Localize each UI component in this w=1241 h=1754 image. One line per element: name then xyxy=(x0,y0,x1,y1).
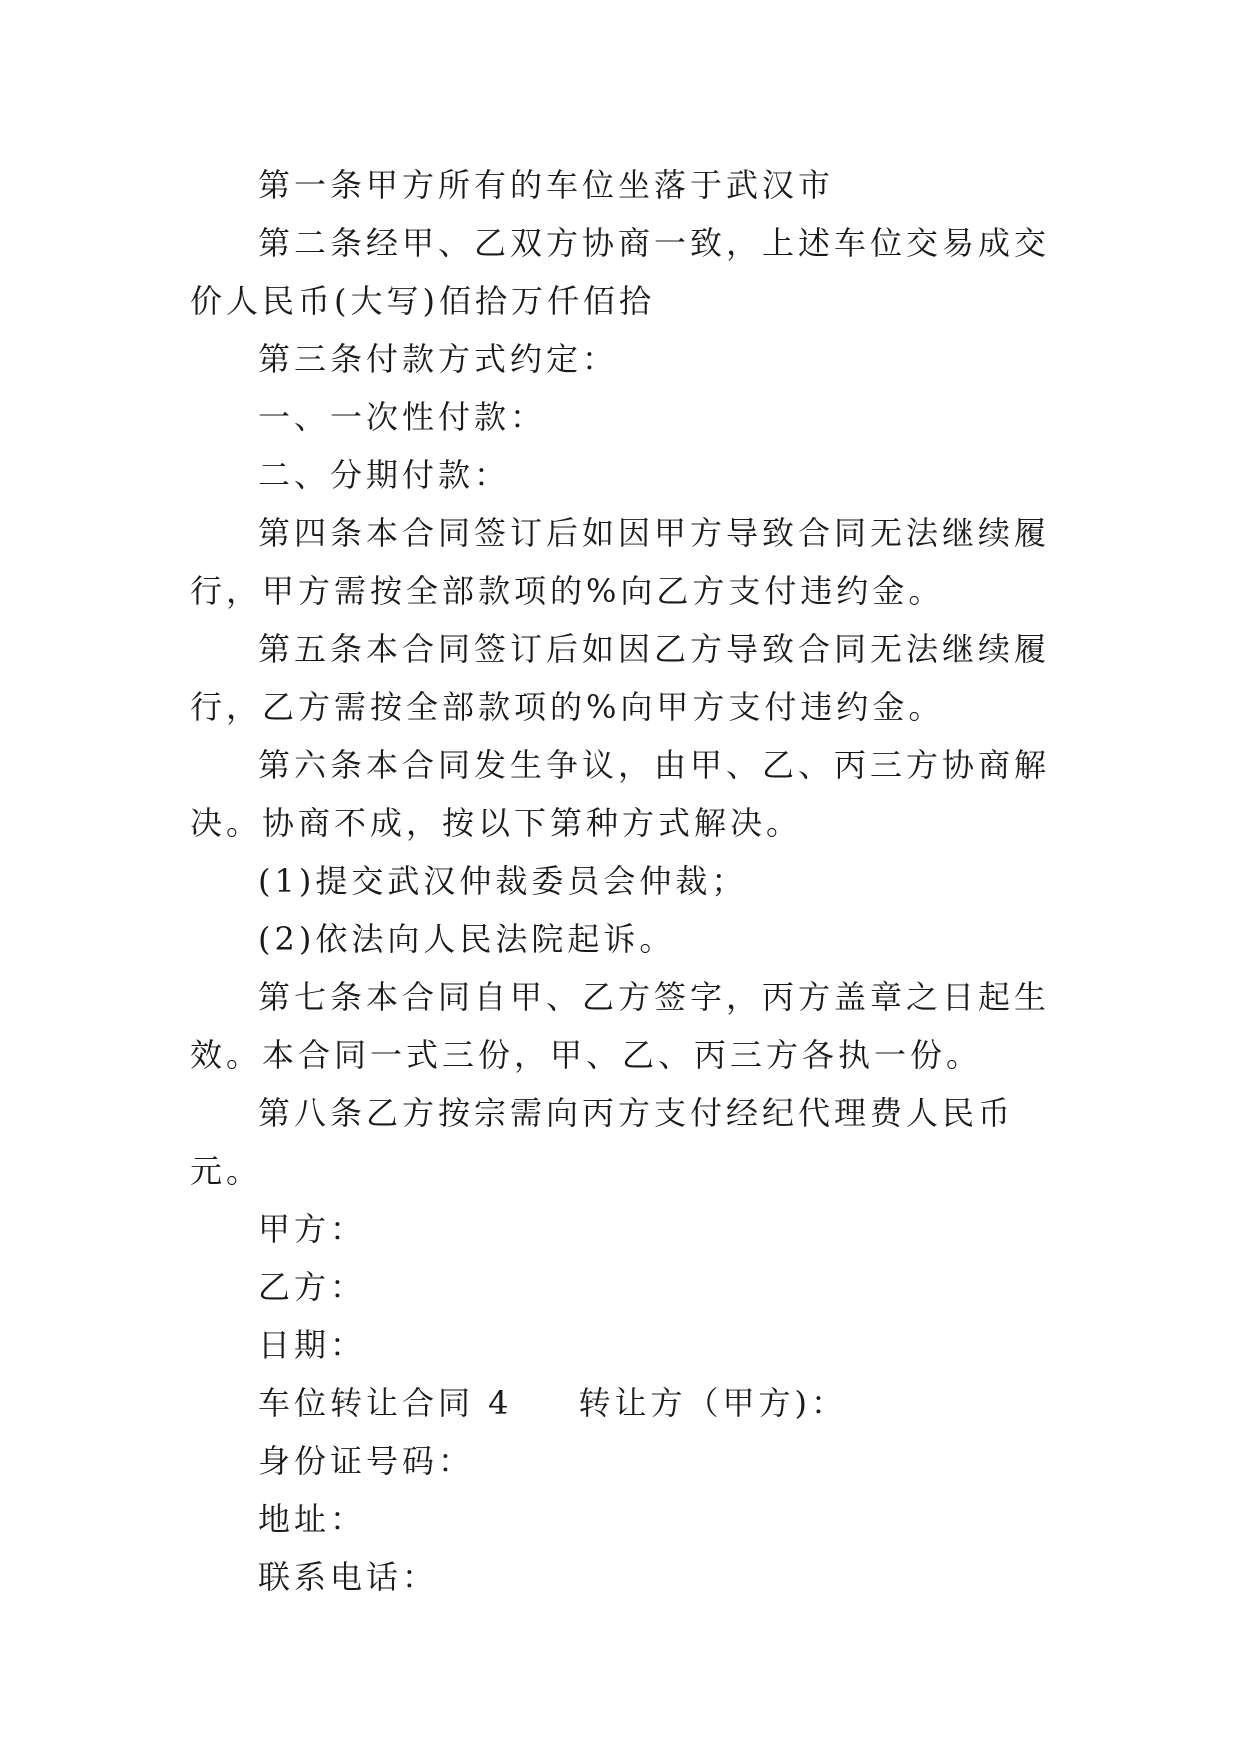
party-b-signature-line: 乙方： xyxy=(258,1268,367,1306)
article-2: 第二条经甲、乙双方协商一致，上述车位交易成交价人民币(大写)佰拾万仟佰拾 xyxy=(190,224,1051,320)
article-5: 第五条本合同签订后如因乙方导致合同无法继续履行，乙方需按全部款项的%向甲方支付违约金。 xyxy=(190,630,1051,726)
payment-option-installment: 二、分期付款： xyxy=(258,456,511,494)
contract-heading-line xyxy=(190,1374,1070,1432)
article-1: 第一条甲方所有的车位坐落于武汉市 xyxy=(258,166,835,204)
article-3: 第三条付款方式约定： xyxy=(258,340,619,378)
phone-line: 联系电话： xyxy=(258,1558,439,1596)
document-body xyxy=(190,156,1070,1606)
article-4: 第四条本合同签订后如因甲方导致合同无法继续履行，甲方需按全部款项的%向乙方支付违约金。 xyxy=(190,514,1051,610)
dispute-option-2: (2)依法向人民法院起诉。 xyxy=(258,920,676,958)
article-8: 第八条乙方按宗需向丙方支付经纪代理费人民币元。 xyxy=(190,1094,1015,1190)
article-6: 第六条本合同发生争议，由甲、乙、丙三方协商解决。协商不成，按以下第种方式解决。 xyxy=(190,746,1051,842)
article-7: 第七条本合同自甲、乙方签字，丙方盖章之日起生效。本合同一式三份，甲、乙、丙三方各执一份。 xyxy=(190,978,1051,1074)
address-line: 地址： xyxy=(258,1500,367,1538)
payment-option-lump-sum: 一、一次性付款： xyxy=(258,398,547,436)
date-line: 日期： xyxy=(258,1326,367,1364)
dispute-option-1: (1)提交武汉仲裁委员会仲裁； xyxy=(258,862,748,900)
contract-title: 车位转让合同 4 xyxy=(258,1384,513,1422)
transferor-label: 转让方（甲方)： xyxy=(578,1384,848,1422)
id-number-line: 身份证号码： xyxy=(258,1442,475,1480)
party-a-signature-line: 甲方： xyxy=(258,1210,367,1248)
